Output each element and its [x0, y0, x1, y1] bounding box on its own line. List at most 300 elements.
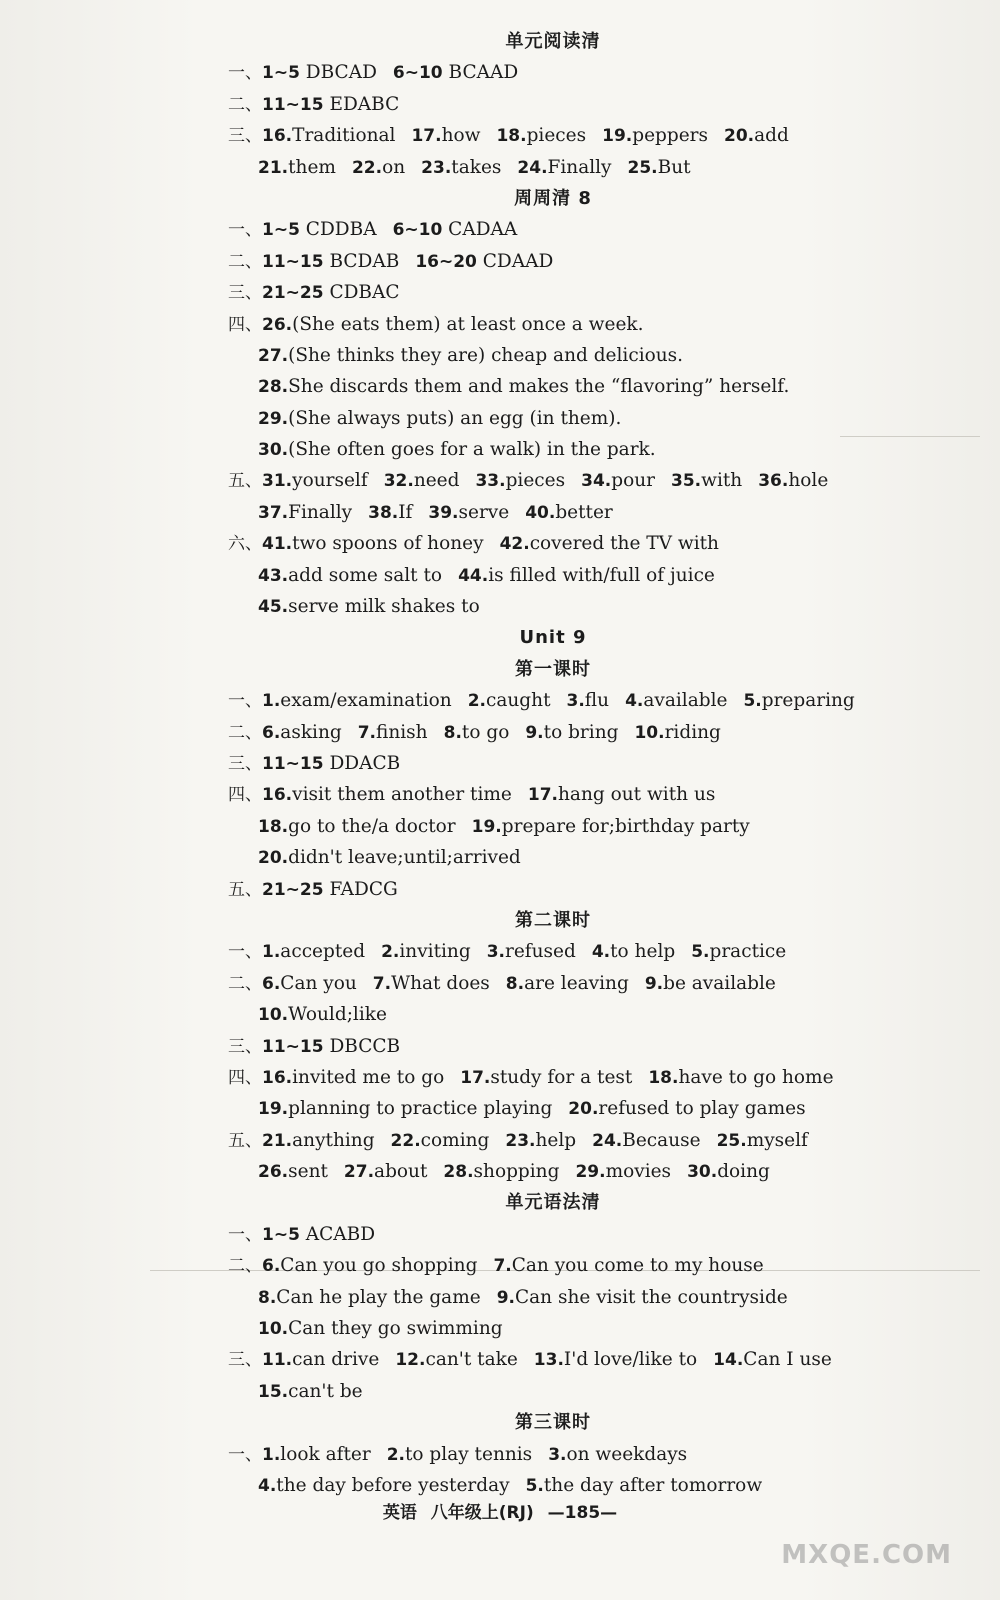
- question-number: 9.: [525, 722, 544, 743]
- answer-text: DBCAD: [299, 62, 377, 84]
- answer-text: are leaving: [524, 972, 629, 994]
- answer-text: can drive: [292, 1349, 380, 1371]
- answer-item: [262, 219, 377, 240]
- question-number: 24.: [517, 157, 548, 178]
- answer-item: [421, 157, 501, 178]
- question-section-label: 四、: [228, 1067, 262, 1088]
- question-number: 21~25: [262, 879, 324, 900]
- answer-text: riding: [664, 721, 721, 743]
- question-number: 8.: [505, 973, 525, 994]
- answer-line: [228, 1344, 878, 1375]
- answer-text: preparing: [761, 690, 855, 712]
- question-number: 26.: [262, 314, 293, 335]
- answer-text: need: [413, 470, 460, 492]
- answer-text: about: [374, 1161, 428, 1183]
- question-section-label: 一、: [228, 691, 262, 712]
- answer-item: [648, 1067, 833, 1088]
- answer-text: myself: [746, 1129, 808, 1151]
- answer-text: CDAAD: [476, 250, 554, 272]
- answer-text: to help: [610, 941, 676, 963]
- answer-line: [228, 465, 878, 496]
- answer-text: hang out with us: [558, 784, 716, 806]
- answer-line: [228, 434, 878, 465]
- answer-item: [528, 784, 715, 805]
- answer-text: flu: [584, 690, 610, 712]
- question-number: 2.: [467, 691, 486, 712]
- answer-text: Traditional: [292, 125, 396, 147]
- question-number: 26.: [258, 1162, 289, 1183]
- answer-item: [592, 1130, 700, 1151]
- question-number: 23.: [505, 1130, 536, 1151]
- answer-text: inviting: [399, 941, 471, 963]
- answer-text: Can they go swimming: [288, 1318, 503, 1340]
- footer-page-number: —185—: [547, 1503, 618, 1523]
- question-section-label: 一、: [228, 1224, 262, 1245]
- answer-text: is filled with/full of juice: [488, 564, 715, 586]
- answer-line: [228, 497, 878, 528]
- question-number: 17.: [527, 785, 559, 806]
- answer-item: [262, 533, 484, 554]
- answer-text: DDACB: [323, 752, 401, 774]
- question-number: 7.: [357, 722, 377, 743]
- answer-item: [472, 816, 750, 837]
- answer-item: [393, 62, 518, 83]
- answer-item: [262, 125, 395, 146]
- answer-item: [645, 973, 776, 994]
- question-section-label: 二、: [228, 722, 262, 743]
- answer-line: [228, 748, 878, 779]
- answer-line: [228, 214, 878, 245]
- answer-text: ACABD: [299, 1223, 376, 1245]
- question-number: 39.: [428, 502, 459, 523]
- question-number: 5.: [525, 1475, 544, 1496]
- answer-item: [395, 1349, 517, 1370]
- answer-item: [468, 690, 551, 711]
- question-number: 27.: [343, 1162, 375, 1183]
- answer-item: [592, 941, 675, 962]
- question-number: 25.: [627, 157, 658, 178]
- answer-item: [258, 1287, 481, 1308]
- answer-line: [228, 1282, 878, 1313]
- answer-item: [262, 251, 399, 272]
- answer-key: [228, 26, 878, 1501]
- answer-line: [228, 152, 878, 183]
- answer-text: go to the/a doctor: [288, 815, 456, 837]
- question-section-label: 三、: [228, 753, 262, 774]
- question-number: 35.: [670, 471, 702, 492]
- answer-item: [628, 157, 691, 178]
- question-number: 18.: [258, 816, 289, 837]
- answer-item: [625, 690, 727, 711]
- answer-item: [262, 1036, 400, 1057]
- answer-text: She discards them and makes the “flavoring” herself.: [288, 376, 790, 398]
- question-number: 21.: [258, 157, 289, 178]
- question-number: 29.: [575, 1162, 606, 1183]
- answer-line: [228, 89, 878, 120]
- question-number: 45.: [258, 597, 289, 618]
- question-number: 9.: [496, 1287, 515, 1308]
- question-section-label: 二、: [228, 1256, 262, 1277]
- answer-text: add: [754, 125, 789, 147]
- answer-text: have to go home: [678, 1066, 834, 1088]
- question-number: 37.: [258, 502, 289, 523]
- question-number: 11~15: [262, 251, 324, 272]
- answer-text: serve: [458, 501, 510, 523]
- watermark-logo: [780, 1500, 960, 1580]
- answer-line: [228, 57, 878, 88]
- answer-line: [228, 340, 878, 371]
- answer-item: [381, 941, 471, 962]
- question-number: 2.: [381, 942, 400, 963]
- answer-item: [500, 533, 719, 554]
- question-number: 20.: [258, 848, 289, 869]
- question-section-label: 三、: [228, 283, 262, 304]
- answer-line: [228, 309, 878, 340]
- answer-item: [443, 1161, 559, 1182]
- answer-text: visit them another time: [292, 784, 512, 806]
- question-number: 11~15: [262, 753, 324, 774]
- question-number: 1~5: [262, 220, 300, 241]
- answer-item: [444, 722, 510, 743]
- answer-line: [228, 999, 878, 1030]
- answer-item: [258, 408, 621, 429]
- answer-text: be available: [663, 972, 776, 994]
- answer-text: CADAA: [442, 219, 518, 241]
- answer-item: [373, 973, 490, 994]
- question-number: 28.: [258, 377, 289, 398]
- question-number: 25.: [716, 1130, 747, 1151]
- answer-item: [258, 1381, 363, 1402]
- answer-text: I'd love/like to: [563, 1349, 698, 1371]
- answer-item: [387, 1444, 533, 1465]
- question-number: 3.: [566, 691, 585, 712]
- answer-text: DBCCB: [323, 1035, 401, 1057]
- answer-line: [228, 811, 878, 842]
- answer-line: [228, 1093, 878, 1124]
- answer-text: doing: [717, 1161, 770, 1183]
- question-section-label: 一、: [228, 942, 262, 963]
- question-number: 7.: [493, 1256, 512, 1277]
- answer-line: [228, 1470, 878, 1501]
- question-section-label: 二、: [228, 251, 262, 272]
- answer-item: [758, 470, 828, 491]
- question-number: 6.: [262, 1256, 281, 1277]
- answer-line: [228, 560, 878, 591]
- answer-item: [258, 1098, 552, 1119]
- answer-line: [228, 403, 878, 434]
- question-number: 17.: [411, 126, 442, 147]
- question-number: 24.: [592, 1130, 623, 1151]
- question-section-label: 二、: [228, 94, 262, 115]
- question-number: 27.: [258, 345, 289, 366]
- question-section-label: 四、: [228, 314, 262, 335]
- answer-item: [548, 1444, 687, 1465]
- answer-item: [258, 816, 456, 837]
- answer-text: study for a test: [490, 1066, 633, 1088]
- answer-text: look after: [280, 1443, 371, 1465]
- answer-text: accepted: [280, 941, 366, 963]
- watermark-text: MXQE.COM: [781, 1540, 952, 1570]
- answer-item: [262, 1224, 375, 1245]
- question-section-label: 五、: [228, 471, 262, 492]
- question-number: 12.: [395, 1350, 426, 1371]
- answer-item: [475, 470, 565, 491]
- answer-text: Finally: [547, 156, 612, 178]
- answer-text: didn't leave;until;arrived: [288, 847, 521, 869]
- answer-text: how: [441, 125, 481, 147]
- answer-text: exam/examination: [280, 690, 452, 712]
- question-number: 1.: [262, 942, 281, 963]
- answer-text: peppers: [632, 125, 708, 147]
- question-number: 6~10: [392, 63, 443, 84]
- question-number: 33.: [475, 471, 506, 492]
- question-number: 20.: [568, 1099, 599, 1120]
- answer-text: prepare for;birthday party: [501, 815, 750, 837]
- answer-line: [228, 371, 878, 402]
- answer-line: [228, 1250, 878, 1281]
- answer-text: serve milk shakes to: [288, 596, 480, 618]
- answer-item: [258, 847, 521, 868]
- answer-item: [262, 94, 399, 115]
- question-number: 30.: [687, 1162, 718, 1183]
- answer-item: [262, 1255, 477, 1276]
- question-number: 19.: [602, 126, 633, 147]
- answer-text: help: [535, 1129, 577, 1151]
- question-number: 28.: [443, 1162, 474, 1183]
- answer-text: available: [643, 690, 728, 712]
- answer-text: refused to play games: [598, 1098, 806, 1120]
- question-number: 18.: [648, 1067, 679, 1088]
- question-number: 3.: [486, 942, 505, 963]
- answer-text: two spoons of honey: [292, 533, 484, 555]
- question-section-label: 六、: [228, 534, 262, 555]
- answer-item: [517, 157, 611, 178]
- answer-item: [262, 1349, 379, 1370]
- answer-item: [258, 439, 656, 460]
- answer-text: (She often goes for a walk) in the park.: [288, 439, 656, 461]
- question-number: 16~20: [415, 251, 477, 272]
- question-number: 17.: [460, 1067, 491, 1088]
- question-number: 16.: [262, 1067, 293, 1088]
- question-number: 11~15: [262, 1036, 324, 1057]
- question-number: 6.: [262, 722, 281, 743]
- answer-item: [262, 1130, 375, 1151]
- answer-item: [262, 470, 368, 491]
- answer-text: add some salt to: [288, 564, 443, 586]
- answer-line: [228, 717, 878, 748]
- answer-item: [487, 941, 576, 962]
- question-number: 4.: [625, 691, 644, 712]
- section-heading: 第三课时: [515, 1412, 591, 1434]
- question-number: 13.: [533, 1350, 564, 1371]
- answer-text: planning to practice playing: [288, 1098, 553, 1120]
- answer-text: finish: [376, 721, 428, 743]
- question-number: 41.: [262, 534, 293, 555]
- answer-text: to go: [461, 721, 510, 743]
- answer-item: [368, 502, 412, 523]
- question-number: 6.: [262, 973, 281, 994]
- answer-item: [525, 722, 618, 743]
- question-number: 43.: [258, 565, 289, 586]
- question-number: 21~25: [262, 283, 324, 304]
- answer-item: [713, 1349, 832, 1370]
- question-section-label: 二、: [228, 973, 262, 994]
- question-number: 15.: [258, 1381, 289, 1402]
- answer-item: [581, 470, 655, 491]
- question-number: 34.: [581, 471, 612, 492]
- answer-item: [258, 345, 683, 366]
- answer-text: to bring: [543, 721, 619, 743]
- answer-text: hole: [788, 470, 829, 492]
- answer-item: [526, 1475, 763, 1496]
- question-number: 1~5: [262, 1224, 300, 1245]
- answer-item: [262, 282, 400, 303]
- question-number: 11~15: [262, 94, 324, 115]
- question-number: 18.: [496, 126, 527, 147]
- answer-item: [525, 502, 613, 523]
- question-section-label: 三、: [228, 1036, 262, 1057]
- answer-item: [411, 125, 480, 146]
- section-heading: 单元阅读清: [505, 31, 601, 52]
- answer-line: [228, 1156, 878, 1187]
- answer-line: [228, 1125, 878, 1156]
- section-heading: 周周清 8: [514, 187, 592, 209]
- answer-text: caught: [486, 690, 551, 712]
- question-number: 5.: [743, 691, 762, 712]
- answer-item: [691, 941, 786, 962]
- answer-line: [228, 277, 878, 308]
- answer-item: [262, 941, 365, 962]
- answer-line: [228, 1062, 878, 1093]
- answer-item: [262, 690, 452, 711]
- question-number: 23.: [421, 157, 452, 178]
- section-heading: 第一课时: [515, 658, 591, 680]
- answer-text: BCDAB: [323, 250, 400, 272]
- answer-item: [258, 376, 789, 397]
- section-heading: 第二课时: [515, 909, 591, 931]
- answer-item: [568, 1098, 805, 1119]
- question-number: 10.: [258, 1319, 289, 1340]
- question-number: 1.: [262, 1444, 281, 1465]
- answer-item: [602, 125, 708, 146]
- answer-line: [228, 528, 878, 559]
- answer-item: [258, 1004, 387, 1025]
- answer-text: EDABC: [323, 93, 400, 115]
- answer-item: [458, 565, 715, 586]
- answer-text: BCAAD: [442, 62, 519, 84]
- answer-item: [262, 1067, 444, 1088]
- answer-text: coming: [420, 1129, 490, 1151]
- section-heading: 单元语法清: [505, 1192, 601, 1214]
- answer-item: [393, 219, 518, 240]
- answer-text: Can you come to my house: [511, 1255, 764, 1277]
- question-number: 42.: [499, 534, 530, 555]
- answer-text: can't take: [425, 1349, 518, 1371]
- answer-text: to play tennis: [404, 1443, 533, 1465]
- answer-text: can't be: [288, 1380, 363, 1402]
- answer-item: [262, 753, 400, 774]
- answer-text: with: [701, 470, 743, 492]
- question-section-label: 三、: [228, 1350, 262, 1371]
- question-number: 22.: [351, 157, 383, 178]
- question-section-label: 五、: [228, 1130, 262, 1151]
- answer-text: If: [398, 501, 413, 523]
- answer-item: [258, 596, 480, 617]
- answer-line: [228, 968, 878, 999]
- question-number: 4.: [258, 1475, 277, 1496]
- answer-text: Can he play the game: [276, 1286, 481, 1308]
- question-number: 20.: [724, 126, 755, 147]
- answer-item: [262, 1444, 371, 1465]
- answer-text: (She thinks they are) cheap and delicious.: [288, 344, 684, 366]
- answer-text: takes: [451, 156, 502, 178]
- question-number: 8.: [443, 722, 462, 743]
- question-number: 3.: [548, 1444, 567, 1465]
- answer-line: [228, 1219, 878, 1250]
- answer-line: [228, 685, 878, 716]
- answer-item: [358, 722, 428, 743]
- answer-item: [262, 62, 377, 83]
- answer-item: [258, 1161, 328, 1182]
- question-number: 6~10: [392, 220, 443, 241]
- answer-item: [671, 470, 742, 491]
- answer-text: Would;like: [288, 1004, 387, 1026]
- question-number: 40.: [525, 502, 556, 523]
- answer-text: movies: [605, 1161, 672, 1183]
- answer-line: [228, 842, 878, 873]
- question-number: 16.: [262, 785, 293, 806]
- question-number: 10.: [258, 1005, 289, 1026]
- answer-item: [496, 125, 586, 146]
- footer-grade: 八年级上(RJ): [430, 1503, 534, 1523]
- answer-item: [258, 1318, 503, 1339]
- answer-text: CDDBA: [299, 219, 377, 241]
- answer-item: [258, 565, 442, 586]
- answer-text: practice: [709, 941, 787, 963]
- answer-item: [262, 973, 357, 994]
- answer-item: [497, 1287, 788, 1308]
- answer-item: [258, 1475, 510, 1496]
- answer-text: shopping: [473, 1161, 560, 1183]
- answer-line: [228, 591, 878, 622]
- answer-item: [567, 690, 610, 711]
- answer-text: yourself: [292, 470, 368, 492]
- answer-text: on: [382, 156, 406, 178]
- answer-item: [634, 722, 720, 743]
- answer-text: CDBAC: [323, 282, 400, 304]
- question-number: 9.: [644, 973, 664, 994]
- answer-item: [258, 157, 336, 178]
- answer-line: [228, 120, 878, 151]
- answer-item: [743, 690, 854, 711]
- question-number: 32.: [383, 471, 414, 492]
- answer-text: better: [555, 501, 613, 523]
- question-number: 8.: [258, 1287, 277, 1308]
- question-number: 10.: [634, 722, 665, 743]
- answer-line: [228, 874, 878, 905]
- answer-text: Can she visit the countryside: [514, 1286, 788, 1308]
- question-number: 36.: [758, 471, 789, 492]
- answer-text: What does: [391, 972, 490, 994]
- answer-text: invited me to go: [292, 1066, 445, 1088]
- answer-item: [415, 251, 553, 272]
- answer-line: [228, 779, 878, 810]
- answer-text: pieces: [526, 125, 587, 147]
- answer-item: [428, 502, 509, 523]
- footer-subject: 英语: [382, 1503, 417, 1523]
- question-number: 21.: [262, 1130, 293, 1151]
- answer-text: the day before yesterday: [276, 1474, 510, 1496]
